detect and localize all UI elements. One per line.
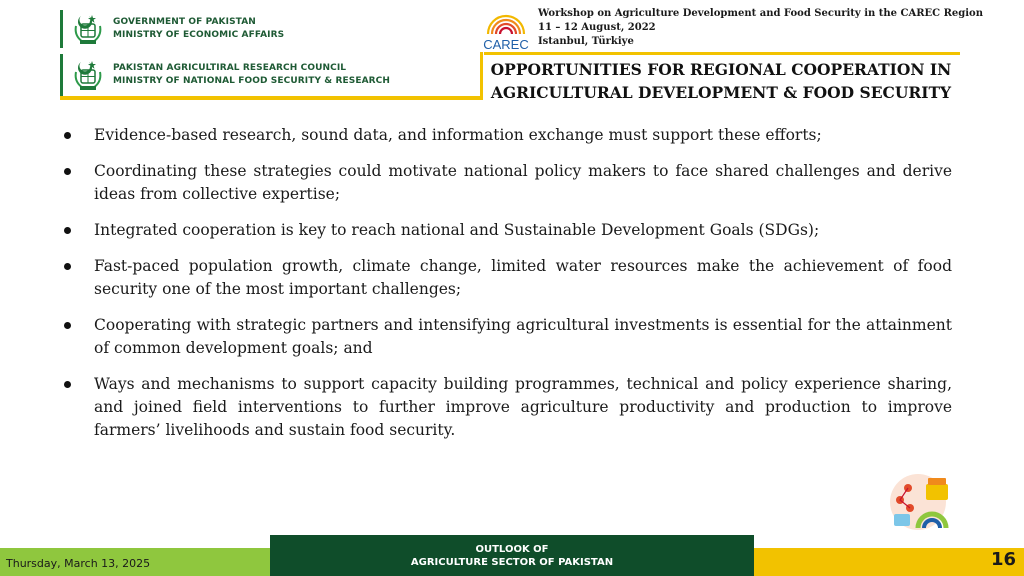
bullet-item: [62, 160, 952, 206]
bullet-text: Evidence-based research, sound data, and information exchange must support these efforts;: [94, 126, 822, 144]
carec-logo-icon: [478, 6, 534, 52]
org-block-parc: [60, 54, 390, 96]
bullet-dot-icon: [64, 381, 71, 388]
bullet-dot-icon: [64, 132, 71, 139]
bullet-text: Ways and mechanisms to support capacity building programmes, technical and policy experience sharing, and joined field interventions to further improve agriculture productivity and production to improve farmers’ livelihoods and sustain food security.: [94, 375, 952, 439]
org-divider: [60, 54, 63, 96]
slide-title-line2: AGRICULTURAL DEVELOPMENT & FOOD SECURITY: [490, 83, 952, 102]
org-text: [113, 62, 390, 88]
footer-center-line2: AGRICULTURE SECTOR OF PAKISTAN: [410, 557, 614, 568]
agriculture-illustration-icon: [888, 470, 956, 532]
footer-center-line1: OUTLOOK OF: [475, 544, 549, 555]
workshop-info: [538, 7, 983, 49]
bullet-item: [62, 124, 952, 147]
header-frame-top: [484, 52, 960, 55]
footer-right-band: [754, 548, 1024, 576]
org-divider: [60, 10, 63, 48]
footer-center-banner: [270, 535, 754, 576]
bullet-item: [62, 373, 952, 442]
bullet-dot-icon: [64, 168, 71, 175]
org-ministry: MINISTRY OF ECONOMIC AFFAIRS: [113, 30, 285, 40]
org-name: GOVERNMENT OF PAKISTAN: [113, 17, 256, 27]
bullet-item: [62, 219, 952, 242]
bullet-dot-icon: [64, 263, 71, 270]
page-number: 16: [990, 549, 1016, 570]
workshop-dates: 11 – 12 August, 2022: [538, 22, 656, 33]
header-frame-side: [480, 52, 483, 100]
workshop-location: Istanbul, Türkiye: [538, 36, 634, 47]
bullet-text: Fast-paced population growth, climate change, limited water resources make the achievement of food security one of the most important challenges;: [94, 257, 952, 298]
bullet-text: Cooperating with strategic partners and intensifying agricultural investments is essential for the attainment of common development goals; and: [94, 316, 952, 357]
workshop-title: Workshop on Agriculture Development and Food Security in the CAREC Region: [538, 8, 983, 19]
bullet-item: [62, 314, 952, 360]
bullet-list: [62, 124, 952, 455]
footer-date: Thursday, March 13, 2025: [6, 557, 151, 570]
header-underline-left: [60, 96, 480, 100]
org-text: [113, 16, 284, 42]
bullet-item: [62, 255, 952, 301]
bullet-text: Coordinating these strategies could motivate national policy makers to face shared challenges and derive ideas from collective expertise;: [94, 162, 952, 203]
pakistan-emblem-icon: [73, 58, 103, 92]
bullet-dot-icon: [64, 227, 71, 234]
org-name: PAKISTAN AGRICULTIRAL RESEARCH COUNCIL: [113, 63, 347, 73]
slide-title-line1: OPPORTUNITIES FOR REGIONAL COOPERATION IN: [490, 60, 952, 79]
carec-logo-text: CAREC: [483, 37, 529, 52]
bullet-text: Integrated cooperation is key to reach national and Sustainable Development Goals (SDGs);: [94, 221, 820, 239]
org-block-economic-affairs: [60, 10, 284, 48]
slide-title: [486, 58, 956, 104]
pakistan-emblem-icon: [73, 12, 103, 46]
org-ministry: MINISTRY OF NATIONAL FOOD SECURITY & RESEARCH: [113, 76, 391, 86]
bullet-dot-icon: [64, 322, 71, 329]
